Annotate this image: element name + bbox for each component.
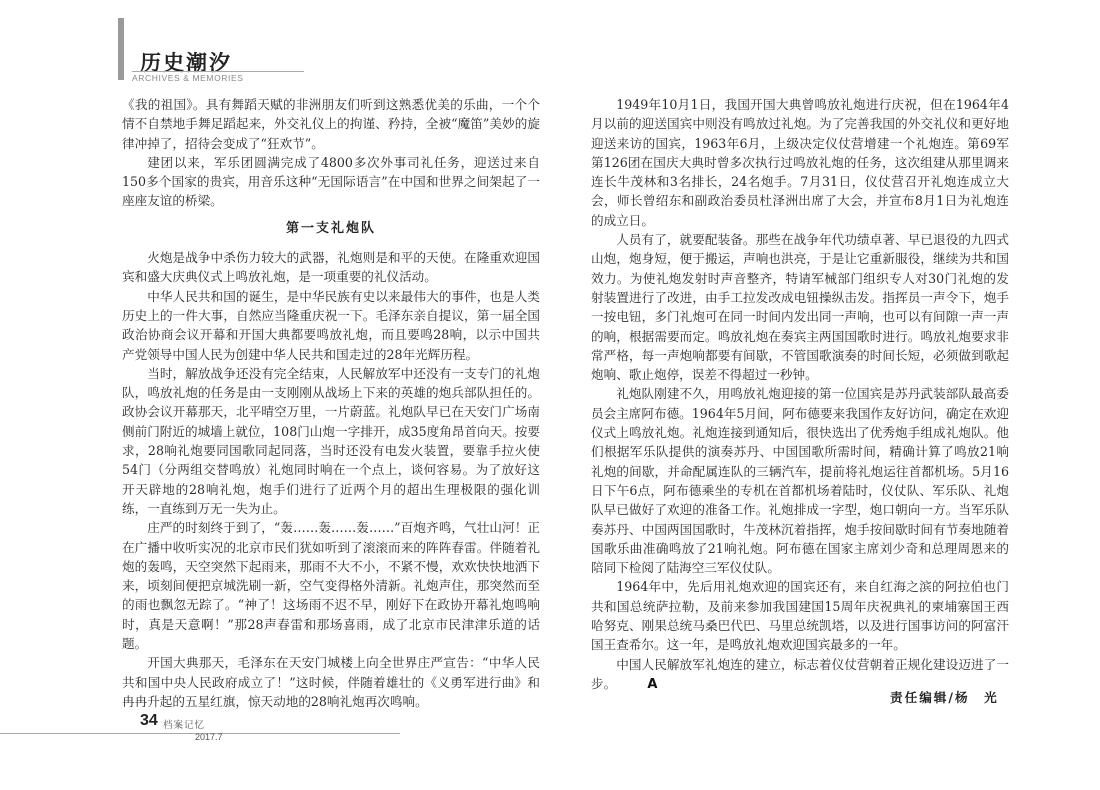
issue-date: 2017.7 xyxy=(195,732,223,742)
header-accent-bar xyxy=(118,18,124,80)
paragraph: 礼炮队刚建不久，用鸣放礼炮迎接的第一位国宾是苏丹武装部队最高委员会主席阿布德。1964年5月间，阿布德要来我国作友好访问，确定在欢迎仪式上鸣放礼炮。礼炮连接到通知后，很快选出了优秀炮手组成礼炮队。他们根据军乐队提供的演奏苏丹、中国国歌所需时间，精确计算了鸣放21响礼炮的间歇，并命配属连队的三辆汽车，提前将礼炮运往首都机场。5月16日下午6点，阿布德乘坐的专机在首都机场着陆时，仪仗队、军乐队、礼炮队早已做好了欢迎的准备工作。礼炮排成一字型，炮口朝向一方。当军乐队奏苏丹、中国两国国歌时，牛茂林沉着指挥，炮手按间歇时间有节奏地随着国歌乐曲准确鸣放了21响礼炮。阿布德在国家主席刘少奇和总理周恩来的陪同下检阅了陆海空三军仪仗队。 xyxy=(591,386,1009,576)
magazine-name: 档案记忆 xyxy=(163,720,206,731)
paragraph: 当时，解放战争还没有完全结束，人民解放军中还没有一支专门的礼炮队，鸣放礼炮的任务是由一支刚刚从战场上下来的英雄的炮兵部队担任的。政协会议开幕那天，北平晴空万里，一片蔚蓝。礼炮队早已在天安门广场南侧前门附近的城墙上就位，108门山炮一字排开，成35度角昂首向天。按要求，28响礼炮要同国歌同起同落，当时还没有电发火装置，要靠手拉火使54门（分两组交替鸣放）礼炮同时响在一个点上，谈何容易。为了放好这开天辟地的28响礼炮，炮手们进行了近两个月的超出生理极限的强化训练，一直练到万无一失为止。 xyxy=(122,365,540,516)
paragraph: 庄严的时刻终于到了，“轰……轰……轰……”百炮齐鸣，气壮山河！正在广播中收听实况的北京市民们犹如听到了滚滚而来的阵阵春雷。伴随着礼炮的轰鸣，天空突然下起雨来，那雨不大不小，不紧不慢，欢欢快快地洒下来，顷刻间便把京城洗刷一新，空气变得格外清新。礼炮声住，那突然而至的雨也飘忽无踪了。“神了！这场雨不迟不早，刚好下在政协开幕礼炮鸣响时，真是天意啊！”那28声春雷和那场喜雨，成了北京市民津津乐道的话题。 xyxy=(122,520,540,652)
section-heading: 第一支礼炮队 xyxy=(285,220,376,236)
paragraph: 建团以来，军乐团圆满完成了4800多次外事司礼任务，迎送过来自150多个国家的贵宾，用音乐这种“无国际语言”在中国和世界之间架起了一座座友谊的桥梁。 xyxy=(122,154,540,209)
paragraph: 人员有了，就要配装备。那些在战争年代功绩卓著、早已退役的九四式山炮，炮身短，便于搬运，声响也洪亮，于是让它重新服役，继续为共和国效力。为使礼炮发射时声音整齐，特请军械部门组织专人对30门礼炮的发射装置进行了改进，由手工拉发改成电钮操纵击发。指挥员一声令下，炮手一按电钮，多门礼炮可在同一时间内发出同一声响，也可以有间隙一声一声的响，根据需要而定。鸣放礼炮在奏宾主两国国歌时进行。鸣放礼炮要求非常严格，每一声炮响都要有间歇，不管国歌演奏的时间长短，必须做到歌起炮响、歌止炮停，误差不得超过一秒钟。 xyxy=(591,232,1009,383)
right-column xyxy=(591,95,1009,694)
paragraph: 1964年中，先后用礼炮欢迎的国宾还有，来自红海之滨的阿拉伯也门共和国总统萨拉勒，及前来参加我国建国15周年庆祝典礼的柬埔寨国王西哈努克、刚果总统马桑巴代巴、马里总统凯塔，以及进行国事访问的阿富汗国王查希尔。这一年，是鸣放礼炮欢迎国宾最多的一年。 xyxy=(591,579,1009,653)
paragraph: 《我的祖国》。具有舞蹈天赋的非洲朋友们听到这熟悉优美的乐曲，一个个情不自禁地手舞足蹈起来，外交礼仪上的拘谨、矜持，全被“魔笛”美妙的旋律冲掉了，招待会变成了“狂欢节”。 xyxy=(122,97,540,151)
paragraph: 中华人民共和国的诞生，是中华民族有史以来最伟大的事件，也是人类历史上的一件大事，自然应当隆重庆祝一下。毛泽东亲自提议，第一届全国政治协商会议开幕和开国大典都要鸣放礼炮，而且要鸣28响，以示中国共产党领导中国人民为创建中华人民共和国走过的28年光辉历程。 xyxy=(122,288,540,362)
editor-credit: 责任编辑/杨 光 xyxy=(890,690,999,705)
paragraph: 1949年10月1日，我国开国大典曾鸣放礼炮进行庆祝，但在1964年4月以前的迎送国宾中则没有鸣放过礼炮。为了完善我国的外交礼仪和更好地迎送来访的国宾，1963年6月，上级决定仪仗营增建一个礼炮连。第69军第126团在国庆大典时曾多次执行过鸣放礼炮的任务，这次组建从那里调来连长牛茂林和3名排长，24名炮手。7月31日，仪仗营召开礼炮连成立大会，师长曾绍东和副政治委员杜泽洲出席了大会，并宣布8月1日为礼炮连的成立日。 xyxy=(591,97,1009,228)
section-title: 历史潮汐 xyxy=(140,50,232,75)
paragraph: 火炮是战争中杀伤力较大的武器，礼炮则是和平的天使。在隆重欢迎国宾和盛大庆典仪式上鸣放礼炮，是一项重要的礼仪活动。 xyxy=(122,250,540,285)
paragraph: 开国大典那天，毛泽东在天安门城楼上向全世界庄严宣告：“中华人民共和国中央人民政府成立了！”这时候，伴随着雄壮的《义勇军进行曲》和冉冉升起的五星红旗，惊天动地的28响礼炮再次鸣响。 xyxy=(122,655,540,709)
paragraph-text: 中国人民解放军礼炮连的建立，标志着仪仗营朝着正规化建设迈进了一步。 xyxy=(591,656,1009,691)
page-number: 34 xyxy=(140,712,158,729)
end-mark-icon: A xyxy=(647,676,658,692)
section-subtitle: ARCHIVES & MEMORIES xyxy=(132,71,304,83)
left-column xyxy=(122,95,540,711)
